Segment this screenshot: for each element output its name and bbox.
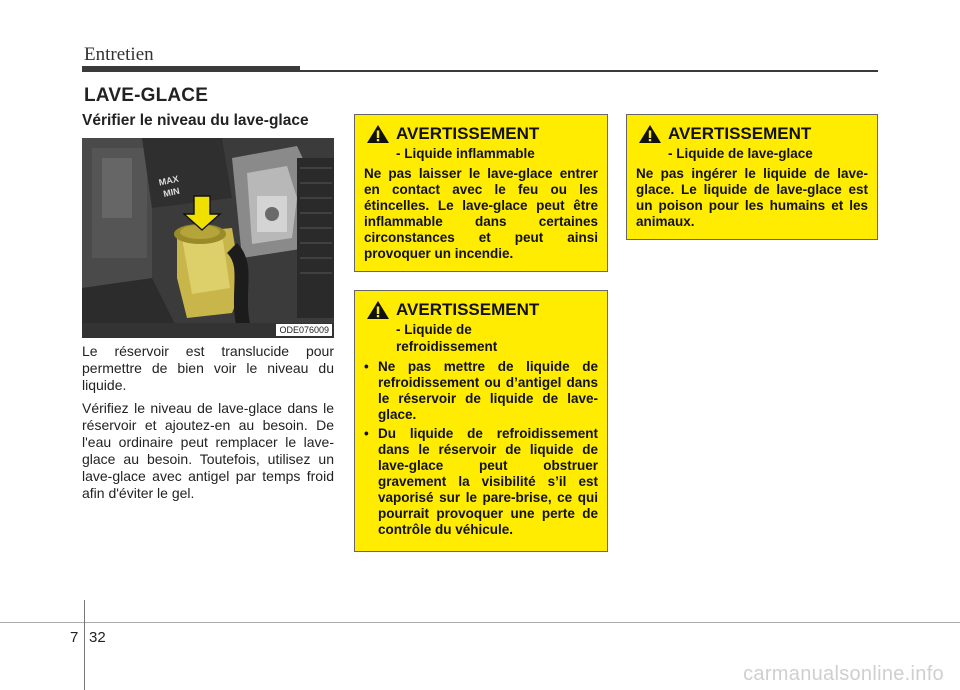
warning-subtitle: - Liquide de lave-glace [668,146,813,161]
footer-rule [0,622,960,623]
watermark: carmanualsonline.info [743,663,944,685]
warning-bullet: • Du liquide de refroidissement dans le réservoir de liquide de lave-glace peut obstruer gravement la visibilité s’il est vaporisé sur le pare-brise, ce qui pourrait provoquer une perte de contrôle du véhicule. [364,426,598,537]
warning-title: AVERTISSEMENT [668,124,812,143]
warning-bullet: • Ne pas mettre de liquide de refroidissement ou d’antigel dans le réservoir de liquide de lave-glace. [364,359,598,422]
subsection-title: Vérifier le niveau du lave-glace [82,112,309,129]
warning-text: Ne pas ingérer le liquide de lave-glace. Le liquide de lave-glace est un poison pour les humains et les animaux. [636,166,868,229]
warning-bullet-text: Du liquide de refroidissement dans le réservoir de liquide de lave-glace peut obstruer gravement la visibilité s’il est vaporisé sur le pare-brise, ce qui pourrait provoquer une perte de contrôle du véhicule. [378,426,598,537]
warning-bullet-list [364,359,598,538]
warning-triangle-icon [366,124,390,144]
page-number: 32 [89,629,106,646]
body-paragraph-2: Vérifiez le niveau de lave-glace dans le réservoir et ajoutez-en au besoin. De l'eau ordinaire peut remplacer le lave-glace au besoin. Toutefois, utilisez un lave-glace avec antigel par temps froid afin d'éviter le gel. [82,400,334,501]
warning-subtitle: - Liquide de refroidissement [396,322,498,354]
photo-code: ODE076009 [276,324,332,336]
warning-title: AVERTISSEMENT [396,124,540,143]
warning-box-washer-fluid [626,114,878,240]
header-rule-thick [82,66,300,72]
footer-divider [84,600,85,690]
engine-bay-illustration [82,138,334,338]
warning-box-coolant [354,290,608,552]
body-paragraph-1: Le réservoir est translucide pour permettre de bien voir le niveau du liquide. [82,343,334,393]
max-label: MAX [157,173,180,188]
warning-triangle-icon [366,300,390,320]
warning-text: Ne pas laisser le lave-glace entrer en contact avec le feu ou les étincelles. Le lave-glace peut être inflammable dans certaines circonstances et peut ainsi provoquer un incendie. [364,166,598,261]
warning-triangle-icon [638,124,662,144]
warning-subtitle: - Liquide inflammable [396,146,535,161]
header-rule-thin [300,70,878,72]
chapter-number: 7 [70,629,79,646]
min-label: MIN [162,185,181,199]
warning-bullet-text: Ne pas mettre de liquide de refroidissement ou d’antigel dans le réservoir de liquide de lave-glace. [378,359,598,422]
section-title: LAVE-GLACE [84,85,209,106]
washer-reservoir-photo [82,138,334,338]
chapter-title: Entretien [84,44,154,65]
warning-box-flammable [354,114,608,272]
warning-title: AVERTISSEMENT [396,300,540,319]
